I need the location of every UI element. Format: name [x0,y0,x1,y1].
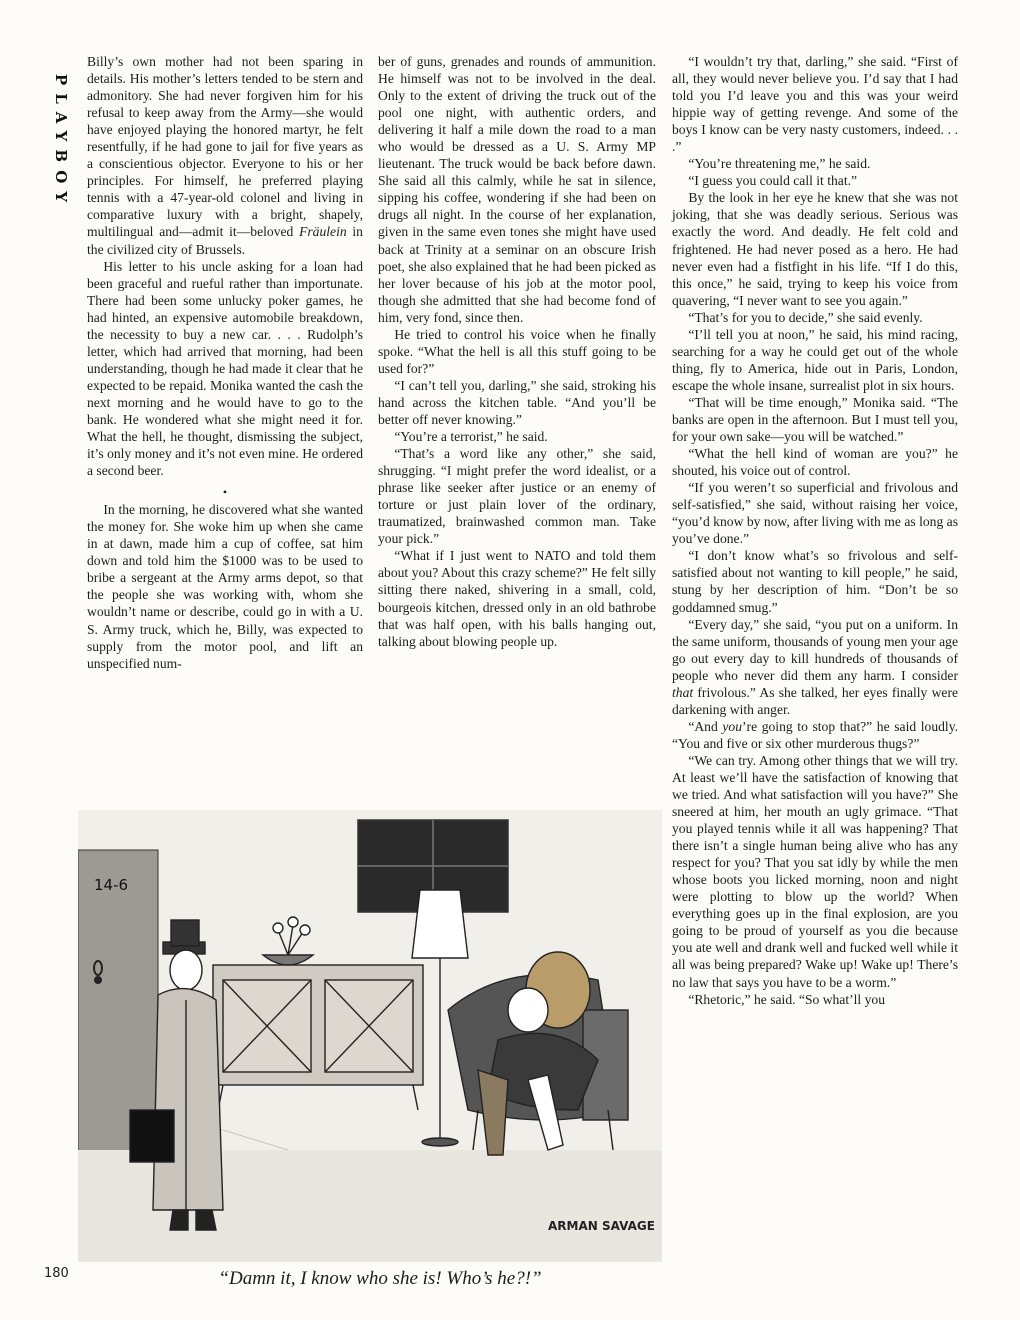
paragraph: “If you weren’t so superficial and frivolous and self-satisfied,” she said, without raising her voice, “you’d know by now, after living with me as long as you’ve done.” [672,480,958,547]
cartoon-illustration [78,810,662,1262]
page-number: 180 [44,1266,69,1281]
paragraph: “Rhetoric,” he said. “So what’ll you [688,991,885,1007]
paragraph: “What if I just went to NATO and told them about you? About this crazy scheme?” He felt silly sitting there naked, shivering in a small, cold, bourgeois kitchen, dressed only in an old bathrobe that was half open, with his balls hanging out, talking about blowing people up. [378,548,656,649]
paragraph: “That’s a word like any other,” she said, shrugging. “I might prefer the word idealist, or a phrase like seeker after justice or an enemy of torture or just plain lover of the ordinary, traumatized, brainwashed common man. Take your pick.” [378,446,656,547]
paragraph: ber of guns, grenades and rounds of ammunition. He himself was not to be involved in the deal. Only to the extent of driving the truck out of the pool one night, with authentic orders, and delivering it half a mile down the road to a man who would be dressed as a U. S. Army MP lieutenant. The truck would be back before dawn. She said all this calmly, while he sat in silence, sipping his coffee, wondering if she had been on drugs all night. In the course of her explanation, given in the same even tones she might have used back at Trinity at a seminar on an obscure Irish poet, she also explained that he had been picked as her lover because of his job at the motor pool, though she admitted that she had become fond of him, very fond, since then. [378,54,656,325]
paragraph: “You’re threatening me,” he said. [688,156,871,172]
magazine-title: PLAYBOY [52,73,70,210]
text-column-1 [87,53,363,672]
text-column-3 [672,53,958,1008]
paragraph: “And you’re going to stop that?” he said loudly. “You and five or six other murderous thugs?” [672,718,959,751]
paragraph: “That will be time enough,” Monika said. “The banks are open in the afternoon. But I must tell you, for your own sake—you will be watched.” [672,394,958,445]
paragraph: By the look in her eye he knew that she was not joking, that she was deadly serious. Serious was exactly the word. And deadly. He felt cold and frightened. He had never posed as a hero. He had never even had a fistfight in his life. “If I do this, this once,” he said, trying to keep his voice from quavering, “I never want to see you again.” [672,190,958,308]
paragraph: “I’ll tell you at noon,” he said, his mind racing, searching for a way he could get out of the whole thing, fly to America, hide out in Paris, London, escape the whole insane, surrealist plot in six hours. [672,326,958,393]
paragraph: “I wouldn’t try that, darling,” she said. “First of all, they would never believe you. I’d say that I had told you I’d leave you and this was your weird hippie way of getting revenge. And some of the boys I know can be very nasty customers, indeed. . . .” [672,54,958,155]
paragraph: “We can try. Among other things that we will try. At least we’ll have the satisfaction of knowing that we tried. And what satisfaction will you have?” She sneered at him, her mouth an ugly grimace. “That you played tennis while it all was happening? That there isn’t a single human being alive who has any respect for you? That you sat idly by while the men whose boots you licked morning, noon and night were plotting to blow up the world? When everything goes up in the final explosion, are you going to be proud of yourself as you die because you ate well and drank well and fucked well while it all was being prepared? Wake up! Wake up! There’s no law that says you have to be a worm.” [672,752,958,990]
paragraph: “I guess you could call it that.” [688,173,858,189]
paragraph: His letter to his uncle asking for a loan had been graceful and rueful rather than importunate. There had been some unlucky poker games, he had hinted, an expensive automobile breakdown, the necessity to buy a new car. . . . Rudolph’s letter, which had arrived that morning, had been understanding, though he had made it clear that he expected to be repaid. Monika wanted the cash the next morning and he would have to go to the bank. He wondered what she might need it for. What the hell, he thought, dismissing the subject, it’s only money and it’s not even mine. He ordered a second beer. [87,258,363,479]
paragraph: “That’s for you to decide,” she said evenly. [688,309,923,325]
paragraph: “What the hell kind of woman are you?” he shouted, his voice out of control. [672,446,958,479]
cartoon-caption: “Damn it, I know who she is! Who’s he?!” [218,1268,542,1289]
section-separator: • [222,485,228,500]
text-column-2 [378,53,656,650]
paragraph: “You’re a terrorist,” he said. [394,429,548,445]
paragraph: In the morning, he discovered what she wanted the money for. She woke him up when she came in at dawn, made him a cup of coffee, sat him down and told him the $1000 was to be used to bribe a sergeant at the Army arms depot, so that the people she was working with, whom she wouldn’t name or describe, could go in with a U. S. Army truck, which he, Billy, was expected to supply from the motor pool, and lift an unspecified num- [87,502,363,671]
svg-text:14-6: 14-6 [94,876,129,894]
paragraph: Billy’s own mother had not been sparing in details. His mother’s letters tended to be stern and admonitory. She had never forgiven him for his refusal to keep away from the Army—she would have enjoyed playing the honored martyr, he felt resentfully, if he had gone to jail for five years as a conscientious objector. Everyone to his or her principles. For himself, he preferred playing tennis with a 47-year-old colonel and living in comparative luxury with a bright, shapely, multilingual and—admit it—beloved Fräulein in the civilized city of Brussels. [87,54,363,257]
paragraph: “Every day,” she said, “you put on a uniform. In the same uniform, thousands of young men your age go out every day to kill hundreds of thousands of people who never did them any harm. I consider that frivolous.” As she talked, her eyes finally were darkening with anger. [672,616,958,717]
paragraph: “I can’t tell you, darling,” she said, stroking his hand across the kitchen table. “And you’ll be better off never knowing.” [378,377,656,427]
artist-signature: ARMAN SAVAGE [548,1219,655,1233]
paragraph: He tried to control his voice when he finally spoke. “What the hell is all this stuff going to be used for?” [378,326,656,376]
paragraph: “I don’t know what’s so frivolous and self-satisfied about not wanting to kill people,” he said, stung by her description of him. “Don’t be so goddamned smug.” [672,548,958,615]
